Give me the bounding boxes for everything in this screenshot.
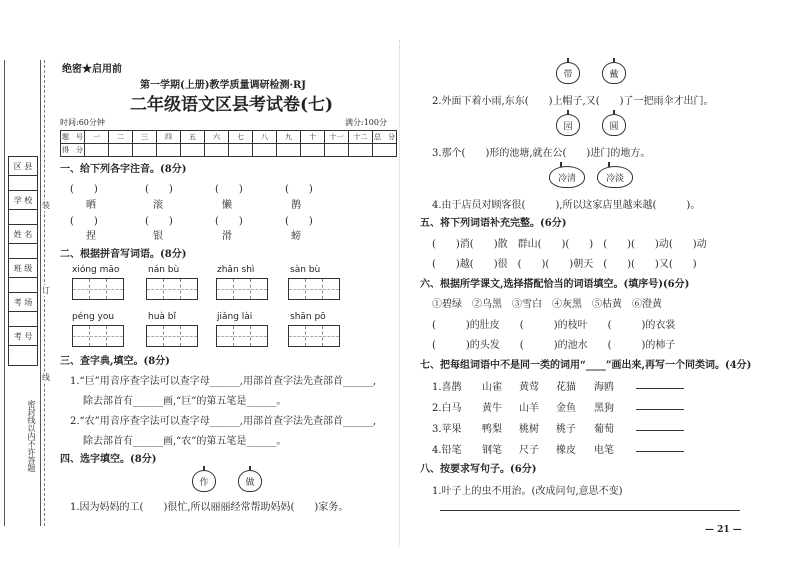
- score-table: [60, 130, 397, 157]
- q2-pinyin: péng you: [72, 312, 115, 322]
- score-header: 三: [133, 131, 157, 144]
- q7-word: 山雀: [482, 382, 502, 393]
- score-cell[interactable]: [253, 144, 277, 157]
- score-header: 题 号: [61, 131, 85, 144]
- q5-title: 五、将下列词语补充完整。(6分): [420, 218, 567, 229]
- q1-paren[interactable]: ( ): [215, 184, 243, 195]
- binding-note: 密封线以内不许答题: [27, 400, 36, 472]
- score-header: 十二: [349, 131, 373, 144]
- q6-line: ( )的肚皮 ( )的枝叶 ( )的衣裳: [432, 320, 676, 331]
- score-cell[interactable]: [181, 144, 205, 157]
- score-header: 七: [229, 131, 253, 144]
- q2-grid[interactable]: [288, 325, 340, 347]
- score-cell[interactable]: [157, 144, 181, 157]
- score-header: 八: [253, 131, 277, 144]
- binding-line: [4, 60, 5, 526]
- q3-line: 2.“农”用音序查字法可以查字母______,用部首查字法先查部首______,: [70, 416, 377, 427]
- q7-word: 葡萄: [594, 424, 614, 435]
- q5-line: ( )消( )散 群山( )( ) ( )( )动( )动: [432, 239, 707, 250]
- field-school: 学 校: [8, 190, 38, 210]
- q4-sentence: 2.外面下着小雨,东东( )上帽子,又( )了一把雨伞才出门。: [432, 96, 714, 107]
- q4-sentence: 3.那个( )形的池塘,就在公( )进门的地方。: [432, 148, 651, 159]
- score-cell[interactable]: [349, 144, 373, 157]
- option-apple: 圆: [602, 114, 626, 136]
- q7-word: 尺子: [519, 445, 539, 456]
- page-title: 二年级语文区县考试卷(七): [130, 95, 334, 115]
- score-header: 五: [181, 131, 205, 144]
- q7-word: 鸭梨: [482, 424, 502, 435]
- q7-word: 黑狗: [594, 403, 614, 414]
- q3-line: 1.“巨”用音序查字法可以查字母______,用部首查字法先查部首______,: [70, 376, 377, 387]
- q2-grid[interactable]: [216, 325, 268, 347]
- q2-pinyin: sàn bù: [290, 265, 321, 275]
- score-header: 四: [157, 131, 181, 144]
- score-cell[interactable]: [205, 144, 229, 157]
- q1-char: 懒: [222, 200, 232, 211]
- q7-answer-line[interactable]: [636, 388, 684, 389]
- q7-answer-line[interactable]: [636, 451, 684, 452]
- score-cell[interactable]: [325, 144, 349, 157]
- q3-line: 除去部首有______画,“农”的第五笔是______。: [83, 436, 287, 447]
- score-header: 十一: [325, 131, 349, 144]
- q4-title: 四、选字填空。(8分): [60, 454, 157, 465]
- field-number: 考 号: [8, 326, 38, 346]
- score-header: 一: [85, 131, 109, 144]
- q7-word: 钢笔: [482, 445, 502, 456]
- score-cell[interactable]: [85, 144, 109, 157]
- q6-title: 六、根据所学课文,选择搭配恰当的词语填空。(填序号)(6分): [420, 279, 690, 290]
- q7-word: 3.苹果: [432, 424, 462, 435]
- q1-title: 一、给下列各字注音。(8分): [60, 164, 187, 175]
- q7-word: 黄莺: [519, 382, 539, 393]
- time-limit: 时间:60分钟: [60, 118, 105, 127]
- q2-pinyin: jiǎng lài: [217, 312, 253, 322]
- binding-line: [40, 60, 41, 526]
- score-header: 六: [205, 131, 229, 144]
- q7-word: 金鱼: [556, 403, 576, 414]
- cut-char: 装: [42, 201, 50, 210]
- q2-title: 二、根据拼音写词语。(8分): [60, 249, 187, 260]
- field-district: 区 县: [8, 156, 38, 176]
- q7-title: 七、把每组词语中不是同一类的词用“____”画出来,再写一个同类词。(4分): [420, 360, 752, 371]
- q8-sentence: 1.叶子上的虫不用治。(改成问句,意思不变): [432, 486, 623, 497]
- cut-char: 订: [42, 286, 50, 295]
- q1-char: 晒: [86, 200, 96, 211]
- q7-word: 1.喜鹊: [432, 382, 462, 393]
- option-apple: 冷淡: [597, 166, 633, 188]
- q2-grid[interactable]: [288, 278, 340, 300]
- field-name: 姓 名: [8, 224, 38, 244]
- q2-grid[interactable]: [216, 278, 268, 300]
- score-cell[interactable]: [301, 144, 325, 157]
- q7-word: 橡皮: [556, 445, 576, 456]
- score-cell[interactable]: [133, 144, 157, 157]
- q2-grid[interactable]: [72, 278, 124, 300]
- q2-grid[interactable]: [72, 325, 124, 347]
- q7-word: 海鸥: [594, 382, 614, 393]
- q7-word: 桃树: [519, 424, 539, 435]
- score-cell[interactable]: [109, 144, 133, 157]
- q7-word: 2.白马: [432, 403, 462, 414]
- q7-word: 4.铅笔: [432, 445, 462, 456]
- q2-pinyin: nán bù: [148, 265, 180, 275]
- q2-pinyin: zhǎn shì: [217, 265, 255, 275]
- q1-paren[interactable]: ( ): [145, 184, 173, 195]
- score-header: 总 分: [373, 131, 397, 144]
- q7-word: 山羊: [519, 403, 539, 414]
- q7-word: 电笔: [594, 445, 614, 456]
- q2-grid[interactable]: [146, 278, 198, 300]
- q7-word: 桃子: [556, 424, 576, 435]
- score-cell[interactable]: [277, 144, 301, 157]
- q2-pinyin: xióng māo: [72, 265, 120, 275]
- option-apple: 做: [238, 470, 262, 492]
- score-label: 得 分: [61, 144, 85, 157]
- q6-options: ①碧绿 ②乌黑 ③雪白 ④灰黑 ⑤枯黄 ⑥澄黄: [432, 299, 662, 310]
- q5-line: ( )越( )很 ( )( )朝天 ( )( )又( ): [432, 259, 697, 270]
- field-room: 考 场: [8, 292, 38, 312]
- q7-word: 黄牛: [482, 403, 502, 414]
- q7-answer-line[interactable]: [636, 409, 684, 410]
- q1-char: 捏: [86, 231, 96, 242]
- q1-char: 鹊: [291, 200, 301, 211]
- page-number: — 21 —: [705, 525, 742, 535]
- q2-pinyin: shān pō: [290, 312, 326, 322]
- q1-paren[interactable]: ( ): [215, 216, 243, 227]
- secret-mark: 绝密★启用前: [62, 64, 122, 75]
- q1-char: 螃: [291, 231, 301, 242]
- field-number-box[interactable]: [8, 345, 38, 366]
- cut-char: 线: [42, 373, 50, 382]
- q3-line: 除去部首有______画,“巨”的第五笔是______。: [83, 396, 287, 407]
- score-header: 十: [301, 131, 325, 144]
- q7-answer-line[interactable]: [636, 430, 684, 431]
- q1-paren[interactable]: ( ): [70, 184, 98, 195]
- option-apple: 园: [556, 114, 580, 136]
- q4-sentence: 1.因为妈妈的工( )很忙,所以丽丽经常帮助妈妈( )家务。: [70, 502, 349, 513]
- q8-answer-line[interactable]: [440, 510, 740, 511]
- q1-paren[interactable]: ( ): [70, 216, 98, 227]
- option-apple: 戴: [602, 62, 626, 84]
- q3-title: 三、查字典,填空。(8分): [60, 356, 170, 367]
- option-apple: 冷清: [549, 166, 585, 188]
- q1-paren[interactable]: ( ): [145, 216, 173, 227]
- score-cell[interactable]: [229, 144, 253, 157]
- q8-title: 八、按要求写句子。(6分): [420, 464, 537, 475]
- score-cell[interactable]: [373, 144, 397, 157]
- q1-char: 银: [153, 231, 163, 242]
- q2-grid[interactable]: [146, 325, 198, 347]
- score-header: 九: [277, 131, 301, 144]
- page-divider: [399, 40, 400, 546]
- score-header: 二: [109, 131, 133, 144]
- q1-char: 滑: [222, 231, 232, 242]
- q7-word: 花猫: [556, 382, 576, 393]
- field-class: 班 级: [8, 258, 38, 278]
- q4-sentence: 4.由于店员对顾客很( ),所以这家店里越来越( )。: [432, 200, 701, 211]
- q2-pinyin: huà bǐ: [148, 312, 176, 322]
- q1-char: 滚: [153, 200, 163, 211]
- option-apple: 带: [556, 62, 580, 84]
- option-apple: 作: [192, 470, 216, 492]
- q6-line: ( )的头发 ( )的池水 ( )的柿子: [432, 340, 676, 351]
- full-score: 满分:100分: [345, 118, 387, 127]
- subtitle: 第一学期(上册)教学质量调研检测·RJ: [140, 80, 306, 91]
- q1-paren[interactable]: ( ): [285, 216, 313, 227]
- q1-paren[interactable]: ( ): [285, 184, 313, 195]
